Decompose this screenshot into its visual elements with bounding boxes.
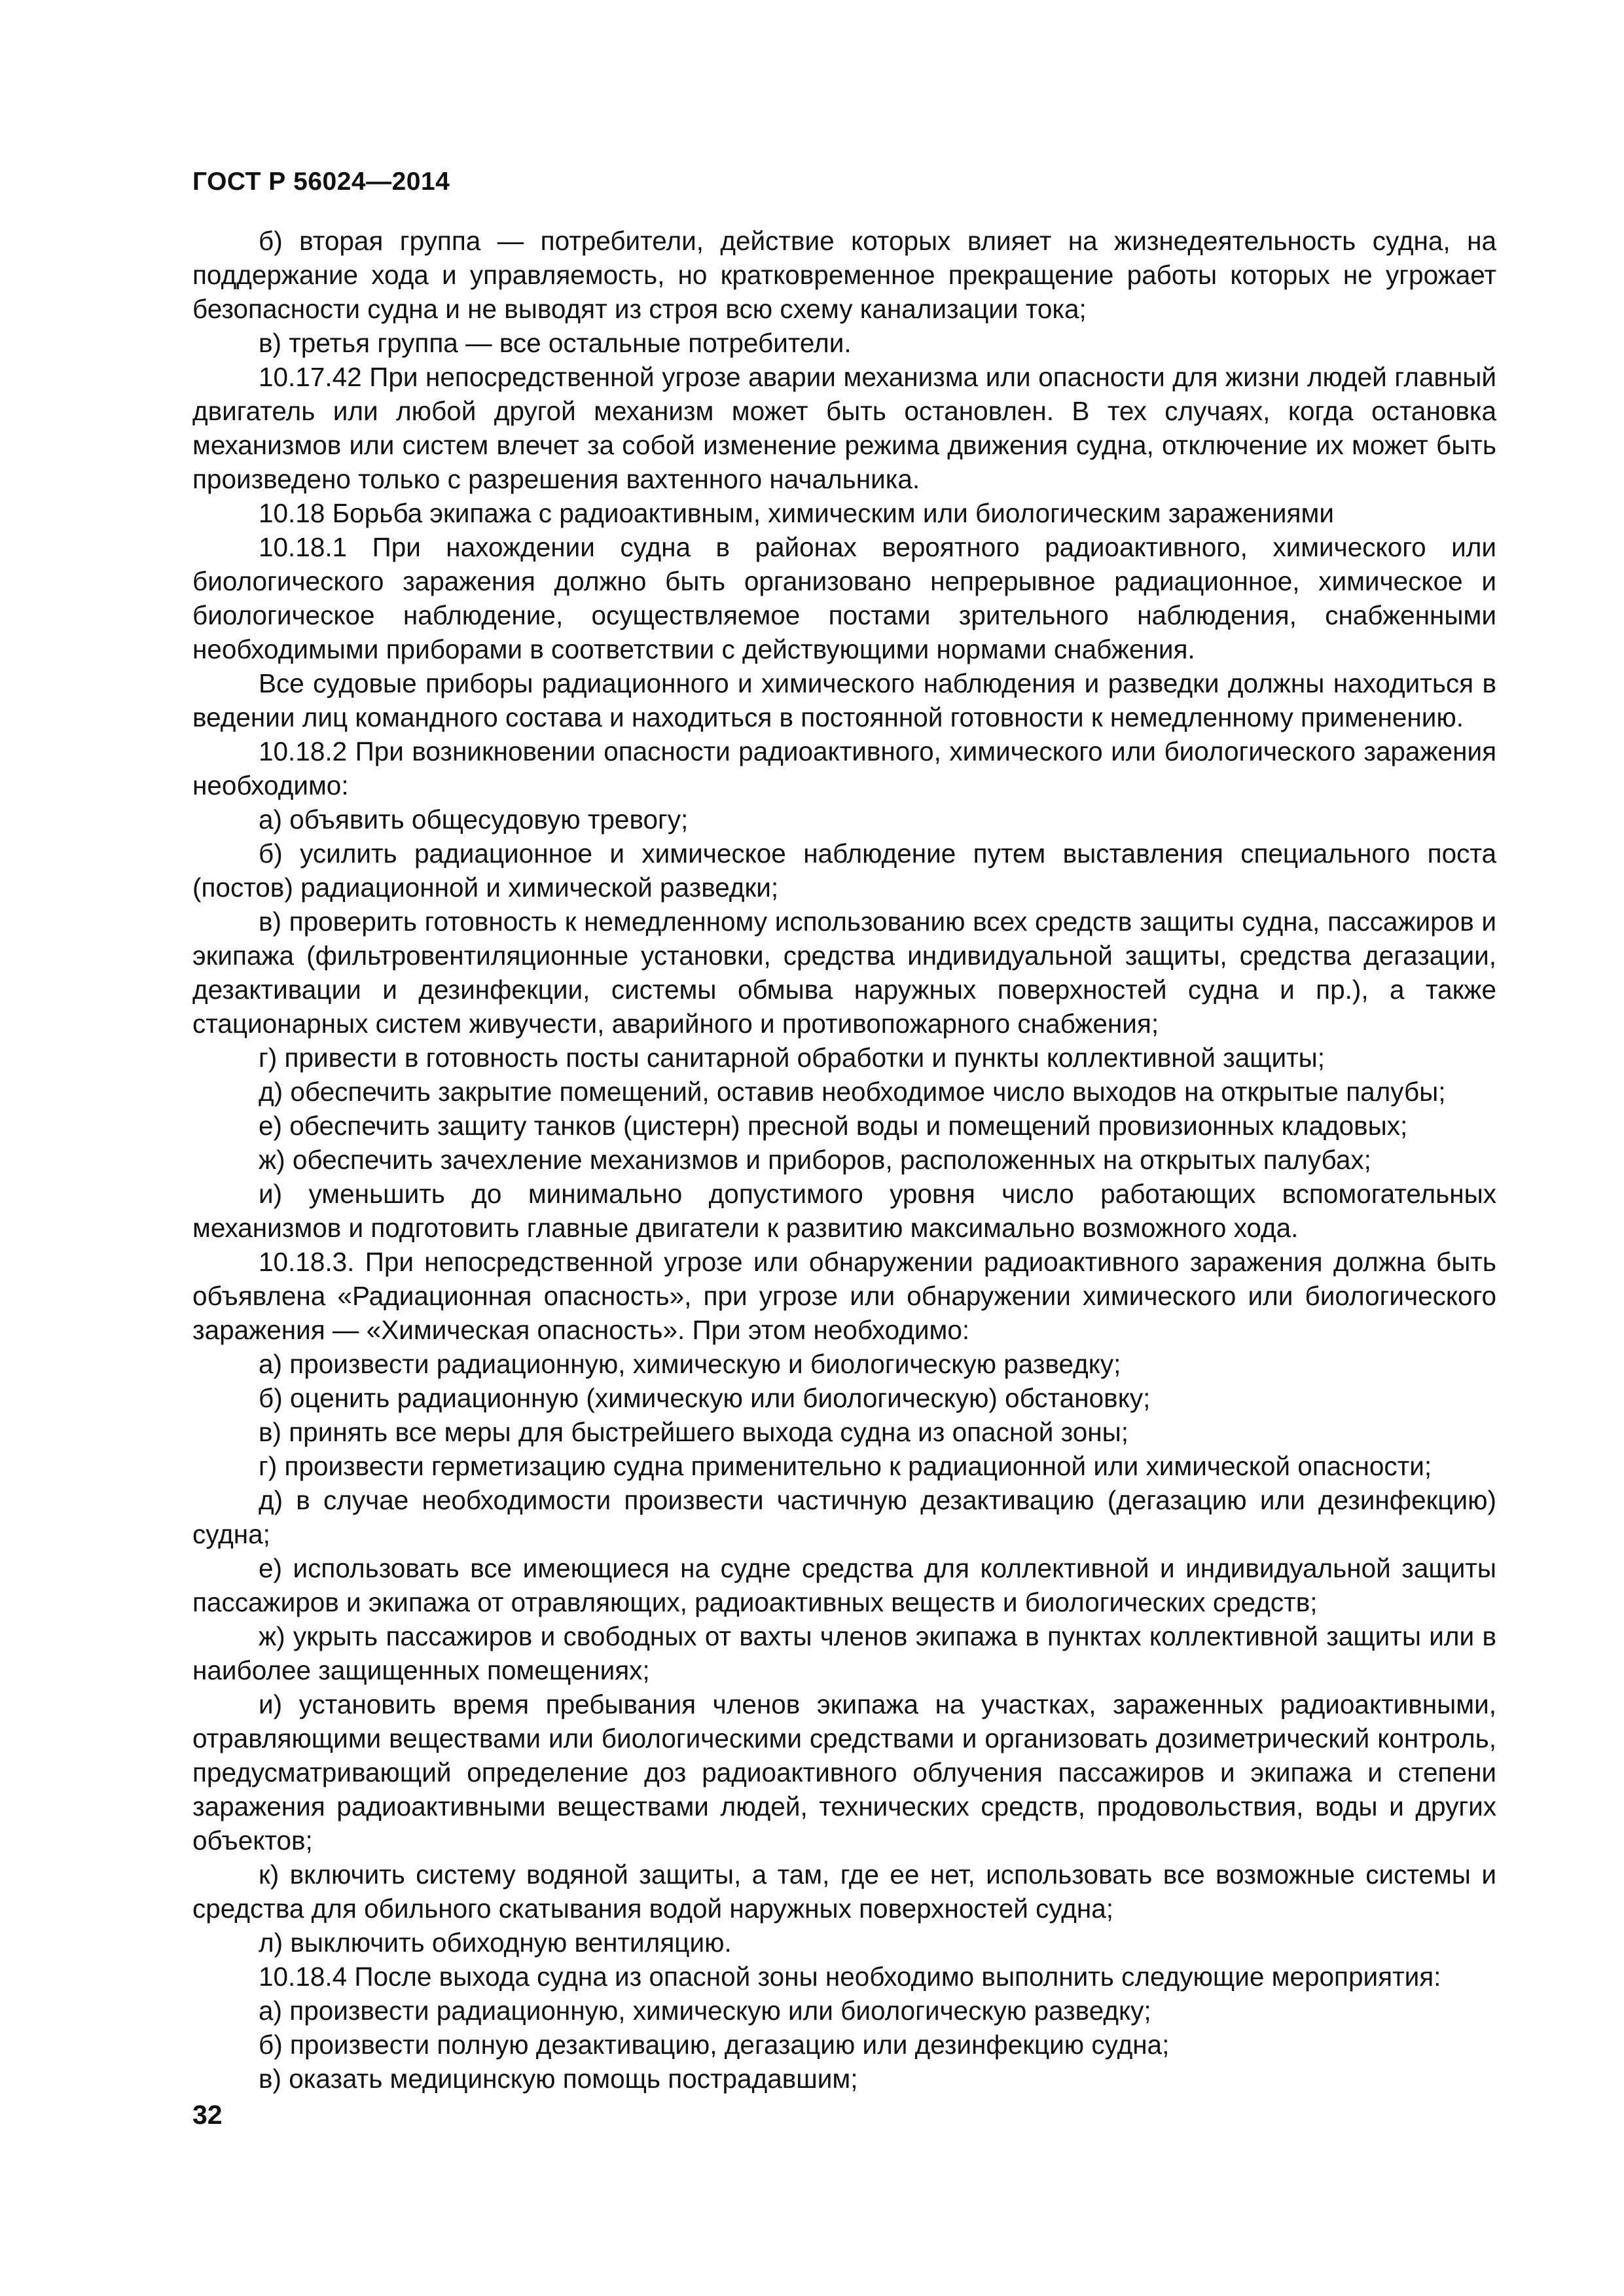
paragraph: 10.17.42 При непосредственной угрозе аварии механизма или опасности для жизни людей главный двигатель или любой другой механизм может быть остановлен. В тех случаях, когда остановка механизмов или систем влечет за собой изменение режима движения судна, отключение их может быть произведено только с разрешения вахтенного начальника. bbox=[192, 362, 1496, 494]
paragraph: 10.18.3. При непосредственной угрозе или обнаружении радиоактивного заражения должна быть объявлена «Радиационная опасность», при угрозе или обнаружении химического или биологического заражения — «Химическая опасность». При этом необходимо: bbox=[192, 1247, 1496, 1345]
list-item: д) в случае необходимости произвести частичную дезактивацию (дегазацию или дезинфекцию) судна; bbox=[192, 1485, 1496, 1549]
list-item: а) произвести радиационную, химическую или биологическую разведку; bbox=[259, 1996, 1151, 2026]
document-body bbox=[192, 224, 1496, 2096]
list-item: в) принять все меры для быстрейшего выхода судна из опасной зоны; bbox=[259, 1417, 1128, 1447]
list-item: и) установить время пребывания членов экипажа на участках, зараженных радиоактивными, отравляющими веществами или биологическими средствами и организовать дозиметрический контроль, предусматривающий определение доз радиоактивного облучения пассажиров и экипажа и степени заражения радиоактивными веществами людей, технических средств, продовольствия, воды и других объектов; bbox=[192, 1689, 1496, 1856]
paragraph: б) вторая группа — потребители, действие которых влияет на жизнедеятельность судна, на поддержание хода и управляемость, но кратковременное прекращение работы которых не угрожает безопасности судна и не выводят из строя всю схему канализации тока; bbox=[192, 226, 1496, 324]
paragraph: 10.18.2 При возникновении опасности радиоактивного, химического или биологического заражения необходимо: bbox=[192, 736, 1496, 800]
list-item: к) включить систему водяной защиты, а там, где ее нет, использовать все возможные системы и средства для обильного скатывания водой наружных поверхностей судна; bbox=[192, 1859, 1496, 1924]
list-item: в) проверить готовность к немедленному использованию всех средств защиты судна, пассажиров и экипажа (фильтровентиляционные установки, средства индивидуальной защиты, средства дегазации, дезактивации и дезинфекции, системы обмыва наружных поверхностей судна и пр.), а также стационарных систем живучести, аварийного и противопожарного снабжения; bbox=[192, 906, 1496, 1039]
list-item: а) объявить общесудовую тревогу; bbox=[259, 804, 689, 834]
list-item: б) усилить радиационное и химическое наблюдение путем выставления специального поста (постов) радиационной и химической разведки; bbox=[192, 838, 1496, 903]
list-item: л) выключить обиходную вентиляцию. bbox=[259, 1928, 732, 1958]
paragraph: в) третья группа — все остальные потребители. bbox=[259, 328, 852, 358]
list-item: в) оказать медицинскую помощь пострадавшим; bbox=[259, 2064, 858, 2094]
paragraph: 10.18.4 После выхода судна из опасной зоны необходимо выполнить следующие мероприятия: bbox=[259, 1962, 1441, 1992]
paragraph: Все судовые приборы радиационного и химического наблюдения и разведки должны находиться в ведении лиц командного состава и находиться в постоянной готовности к немедленному применению. bbox=[192, 668, 1496, 732]
list-item: а) произвести радиационную, химическую и биологическую разведку; bbox=[259, 1349, 1121, 1379]
list-item: б) оценить радиационную (химическую или биологическую) обстановку; bbox=[259, 1383, 1151, 1413]
document-header: ГОСТ Р 56024—2014 bbox=[192, 168, 450, 196]
list-item: г) привести в готовность посты санитарной обработки и пункты коллективной защиты; bbox=[259, 1043, 1326, 1073]
list-item: е) обеспечить защиту танков (цистерн) пресной воды и помещений провизионных кладовых; bbox=[259, 1111, 1408, 1141]
list-item: б) произвести полную дезактивацию, дегазацию или дезинфекцию судна; bbox=[259, 2030, 1170, 2060]
list-item: ж) укрыть пассажиров и свободных от вахты членов экипажа в пунктах коллективной защиты или в наиболее защищенных помещениях; bbox=[192, 1621, 1496, 1685]
list-item: е) использовать все имеющиеся на судне средства для коллективной и индивидуальной защиты пассажиров и экипажа от отравляющих, радиоактивных веществ и биологических средств; bbox=[192, 1553, 1496, 1617]
list-item: д) обеспечить закрытие помещений, оставив необходимое число выходов на открытые палубы; bbox=[259, 1077, 1446, 1107]
list-item: и) уменьшить до минимально допустимого уровня число работающих вспомогательных механизмов и подготовить главные двигатели к развитию максимально возможного хода. bbox=[192, 1179, 1496, 1243]
paragraph: 10.18.1 При нахождении судна в районах вероятного радиоактивного, химического или биологического заражения должно быть организовано непрерывное радиационное, химическое и биологическое наблюдение, осуществляемое постами зрительного наблюдения, снабженными необходимыми приборами в соответствии с действующими нормами снабжения. bbox=[192, 532, 1496, 664]
list-item: г) произвести герметизацию судна применительно к радиационной или химической опасности; bbox=[259, 1451, 1432, 1481]
list-item: ж) обеспечить зачехление механизмов и приборов, расположенных на открытых палубах; bbox=[259, 1145, 1371, 1175]
page-number: 32 bbox=[192, 2100, 223, 2130]
section-heading: 10.18 Борьба экипажа с радиоактивным, химическим или биологическим заражениями bbox=[259, 498, 1334, 528]
